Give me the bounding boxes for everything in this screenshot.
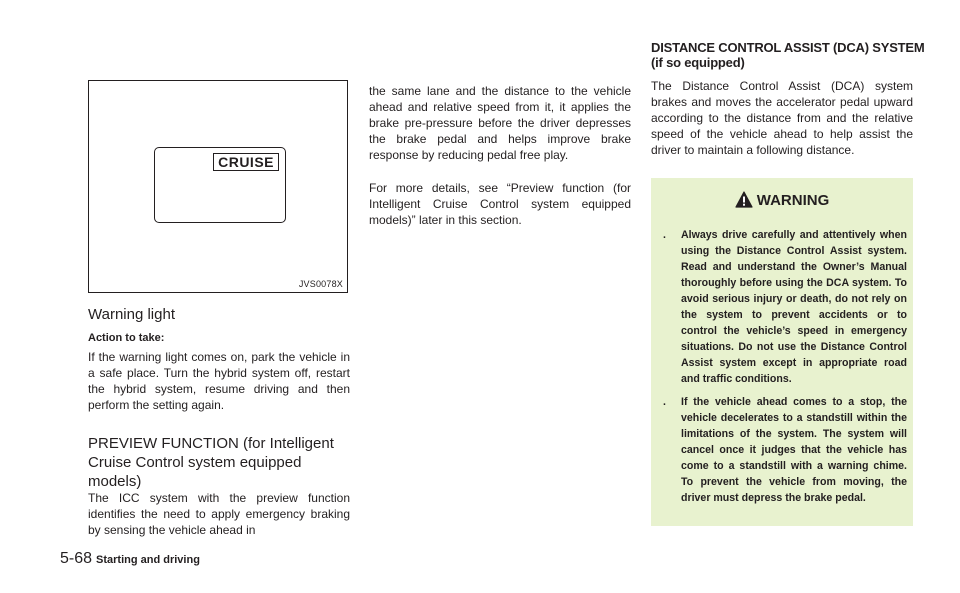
dca-heading: DISTANCE CONTROL ASSIST (DCA) SYSTEM (if so equipped) — [651, 40, 925, 70]
section-name: Starting and driving — [96, 554, 200, 566]
action-to-take-label: Action to take: — [88, 332, 165, 344]
preview-function-heading: PREVIEW FUNCTION (for Intelligent Cruise Control system equipped models) — [88, 435, 334, 490]
warning-triangle-icon — [735, 191, 753, 213]
warning-list — [661, 227, 907, 513]
warning-box — [651, 178, 913, 526]
dca-paragraph: The Distance Control Assist (DCA) system brakes and moves the accelerator pedal upward according to the distance from and the relative speed of the vehicle ahead to help assist the driver to maintain a following distance. — [651, 79, 913, 157]
warning-light-paragraph: If the warning light comes on, park the vehicle in a safe place. Turn the hybrid system off, restart the hybrid system, resume driving and then perform the setting again. — [88, 350, 350, 412]
page-number: 5-68 — [60, 550, 93, 567]
warning-list-item — [661, 227, 907, 387]
warning-title-text: WARNING — [756, 192, 830, 209]
bullet-mark: . — [663, 229, 666, 241]
bullet-mark: . — [663, 396, 666, 408]
cruise-indicator-badge: CRUISE — [213, 153, 279, 171]
preview-more-details-paragraph: For more details, see “Preview function (for Intelligent Cruise Control system equipped models)” later in this section. — [369, 181, 631, 227]
preview-function-paragraph-continued: the same lane and the distance to the vehicle ahead and relative speed from it, it applies the brake pre-pressure before the driver depresses the brake pedal and helps improve brake response by reducing pedal free play. — [369, 84, 631, 162]
page-footer — [60, 550, 200, 568]
warning-light-heading: Warning light — [88, 306, 175, 323]
meter-display-illustration — [154, 147, 286, 223]
figure-code: JVS0078X — [298, 279, 343, 289]
warning-list-item — [661, 394, 907, 506]
warning-item-text: Always drive carefully and attentively when using the Distance Control Assist system. Read and understand the Owner’s Manual thoroughly before using the DCA system. To avoid serious injury or death, do not rely on the system to prevent accidents or to control the vehicle’s speed in emergency situations. Do not use the Distance Control Assist system except in appropriate road and traffic conditions. — [681, 229, 907, 385]
preview-function-paragraph: The ICC system with the preview function identifies the need to apply emergency braking by sensing the vehicle ahead in — [88, 491, 350, 537]
cruise-display-figure — [88, 80, 348, 293]
warning-title — [651, 191, 913, 213]
warning-item-text: If the vehicle ahead comes to a stop, the vehicle decelerates to a standstill within the limitations of the system. The system will cancel once it judges that the vehicle has come to a standstill with a warning chime. To prevent the vehicle from moving, the driver must depress the brake pedal. — [681, 396, 907, 504]
